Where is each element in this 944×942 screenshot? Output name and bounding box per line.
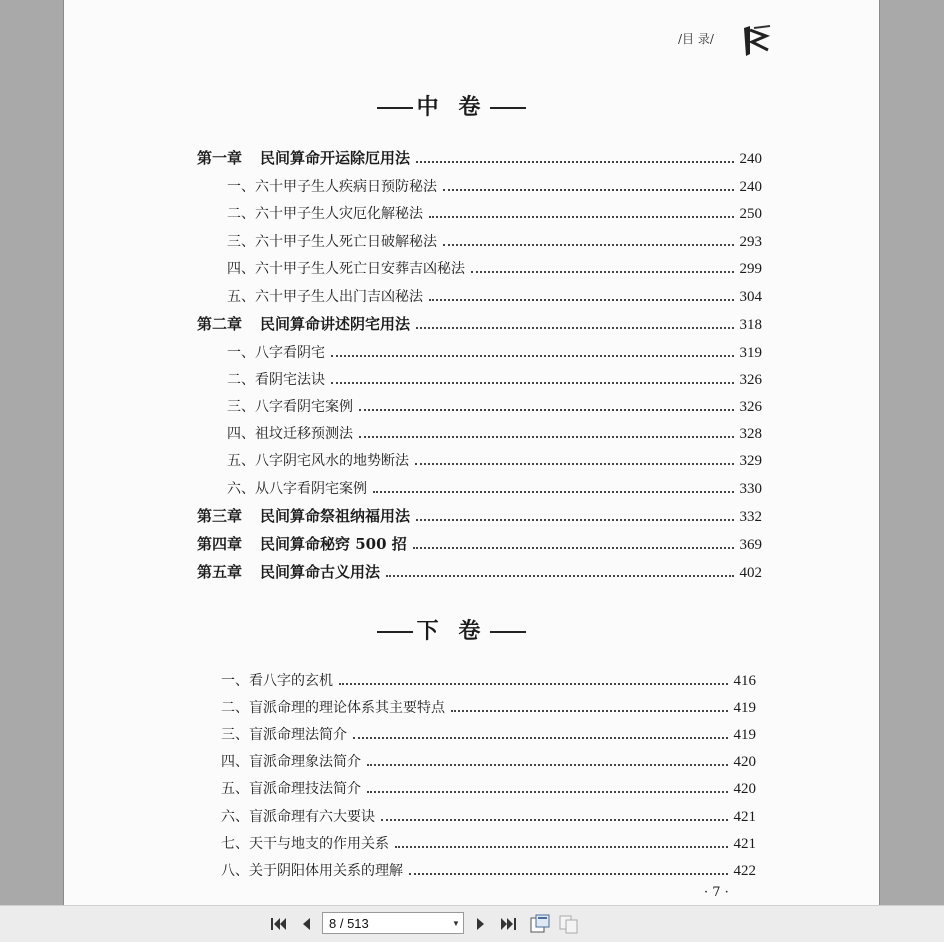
toc-page-number: 420: [733, 754, 756, 770]
page-number: · 7 ·: [704, 885, 729, 900]
toc-page-number: 329: [739, 453, 762, 469]
toc-section-entry: [221, 670, 756, 690]
toc-entry-title: 一、看八字的玄机: [221, 673, 333, 689]
toc-page-number: 240: [739, 179, 762, 195]
toc-section-entry: [221, 860, 756, 880]
toc-entry-title: 七、天干与地支的作用关系: [221, 836, 389, 852]
toc-leader-dots: [373, 491, 734, 493]
toc-section-entry: [221, 697, 756, 717]
toc-section-entry: [227, 286, 762, 306]
last-page-button[interactable]: [497, 913, 521, 935]
page-number-select[interactable]: [322, 912, 464, 934]
toc-entry-title: 四、祖坟迁移预测法: [227, 426, 353, 442]
toc-page-number: 422: [733, 863, 756, 879]
running-header: /目 录/: [678, 32, 714, 46]
toc-entry-title: 四、六十甲子生人死亡日安葬吉凶秘法: [227, 261, 465, 277]
toc-entry-title: 二、盲派命理的理论体系其主要特点: [221, 700, 445, 716]
toc-chapter-number: 第二章: [197, 315, 243, 333]
pdf-viewer-toolbar: [0, 905, 944, 942]
toc-entry-title: 五、盲派命理技法简介: [221, 781, 361, 797]
toc-leader-dots: [359, 436, 734, 438]
toc-chapter-entry: [197, 534, 762, 554]
toc-page-number: 419: [733, 700, 756, 716]
toc-page-number: 402: [739, 565, 762, 581]
toc-leader-dots: [429, 299, 734, 301]
toc-entry-title: 六、从八字看阴宅案例: [227, 481, 367, 497]
toc-chapter-entry: [197, 562, 762, 582]
toc-chapter-number: 第五章: [197, 563, 243, 581]
toc-page-number: 332: [739, 509, 762, 525]
toc-entry-title: 一、六十甲子生人疾病日预防秘法: [227, 179, 437, 195]
toc-leader-dots: [339, 683, 728, 685]
next-page-button[interactable]: [469, 913, 493, 935]
toc-page-number: 369: [739, 537, 762, 553]
toc-entry-title: 民间算命秘窍 500 招: [260, 535, 407, 553]
toc-entry-title: 三、六十甲子生人死亡日破解秘法: [227, 234, 437, 250]
page-indicator: 8 / 513: [329, 915, 369, 931]
toc-entry-title: 民间算命开运除厄用法: [260, 149, 411, 167]
toc-page-number: 328: [739, 426, 762, 442]
toc-leader-dots: [429, 216, 734, 218]
toc-section-entry: [227, 369, 762, 389]
toc-entry-title: 四、盲派命理象法简介: [221, 754, 361, 770]
header-logo-mark: [740, 22, 776, 58]
toc-page-number: 420: [733, 781, 756, 797]
toc-leader-dots: [413, 547, 734, 549]
dropdown-arrow-icon: ▼: [452, 918, 460, 928]
toc-leader-dots: [331, 355, 734, 357]
toc-page-number: 326: [739, 399, 762, 415]
toc-leader-dots: [471, 271, 734, 273]
toc-section-entry: [227, 396, 762, 416]
first-page-icon: [269, 916, 287, 932]
toc-entry-title: 五、八字阴宅风水的地势断法: [227, 453, 409, 469]
toc-section-entry: [227, 176, 762, 196]
toc-chapter-entry: [197, 506, 762, 526]
toc-leader-dots: [409, 873, 728, 875]
first-page-button[interactable]: [266, 913, 290, 935]
toc-entry-title: 一、八字看阴宅: [227, 345, 325, 361]
toc-chapter-number: 第一章: [197, 149, 243, 167]
toc-leader-dots: [395, 846, 728, 848]
toc-section-entry: [227, 203, 762, 223]
toc-page-number: 318: [739, 317, 762, 333]
toc-section-entry: [221, 778, 756, 798]
toc-page-number: 421: [733, 809, 756, 825]
toc-page-number: 326: [739, 372, 762, 388]
toc-section-entry: [221, 724, 756, 744]
toc-page-number: 419: [733, 727, 756, 743]
toc-leader-dots: [443, 244, 734, 246]
toc-page-number: 330: [739, 481, 762, 497]
toc-entry-title: 民间算命讲述阴宅用法: [260, 315, 411, 333]
toc-leader-dots: [415, 463, 734, 465]
toc-page-number: 421: [733, 836, 756, 852]
toc-section-entry: [221, 806, 756, 826]
toc-leader-dots: [416, 519, 733, 521]
two-page-icon: [558, 914, 580, 934]
toc-leader-dots: [359, 409, 734, 411]
toc-leader-dots: [331, 382, 734, 384]
toc-entry-title: 六、盲派命理有六大要诀: [221, 809, 375, 825]
toc-entry-title: 二、看阴宅法诀: [227, 372, 325, 388]
toc-section-entry: [227, 258, 762, 278]
toc-page-number: 304: [739, 289, 762, 305]
next-page-icon: [474, 916, 488, 932]
toc-section-entry: [227, 450, 762, 470]
toc-entry-title: 五、六十甲子生人出门吉凶秘法: [227, 289, 423, 305]
fit-page-icon: [529, 914, 551, 934]
toc-section-entry: [227, 231, 762, 251]
toc-page-number: 299: [739, 261, 762, 277]
two-page-button[interactable]: [557, 913, 581, 935]
document-page: [63, 0, 880, 905]
prev-page-icon: [299, 916, 313, 932]
volume-title-lower: 下 卷: [64, 614, 839, 645]
toc-section-entry: [227, 342, 762, 362]
toc-page-number: 319: [739, 345, 762, 361]
fit-page-button[interactable]: [528, 913, 552, 935]
toc-page-number: 240: [739, 151, 762, 167]
toc-leader-dots: [367, 791, 728, 793]
toc-leader-dots: [416, 161, 733, 163]
toc-entry-title: 三、盲派命理法简介: [221, 727, 347, 743]
toc-page-number: 416: [733, 673, 756, 689]
toc-entry-title: 三、八字看阴宅案例: [227, 399, 353, 415]
toc-section-entry: [227, 478, 762, 498]
toc-entry-title: 八、关于阴阳体用关系的理解: [221, 863, 403, 879]
previous-page-button[interactable]: [294, 913, 318, 935]
toc-entry-title: 民间算命祭祖纳福用法: [260, 507, 411, 525]
toc-chapter-entry: [197, 314, 762, 334]
volume-title-middle: 中 卷: [64, 90, 839, 121]
toc-chapter-entry: [197, 148, 762, 168]
toc-leader-dots: [416, 327, 733, 329]
toc-section-entry: [221, 833, 756, 853]
last-page-icon: [500, 916, 518, 932]
toc-leader-dots: [443, 189, 734, 191]
toc-entry-title: 民间算命古义用法: [260, 563, 381, 581]
toc-chapter-number: 第四章: [197, 535, 243, 553]
toc-page-number: 293: [739, 234, 762, 250]
toc-leader-dots: [451, 710, 728, 712]
toc-page-number: 250: [739, 206, 762, 222]
toc-leader-dots: [367, 764, 728, 766]
toc-leader-dots: [381, 819, 728, 821]
toc-chapter-number: 第三章: [197, 507, 243, 525]
toc-leader-dots: [386, 575, 733, 577]
toc-section-entry: [227, 423, 762, 443]
toc-leader-dots: [353, 737, 728, 739]
toc-entry-title: 二、六十甲子生人灾厄化解秘法: [227, 206, 423, 222]
toc-section-entry: [221, 751, 756, 771]
